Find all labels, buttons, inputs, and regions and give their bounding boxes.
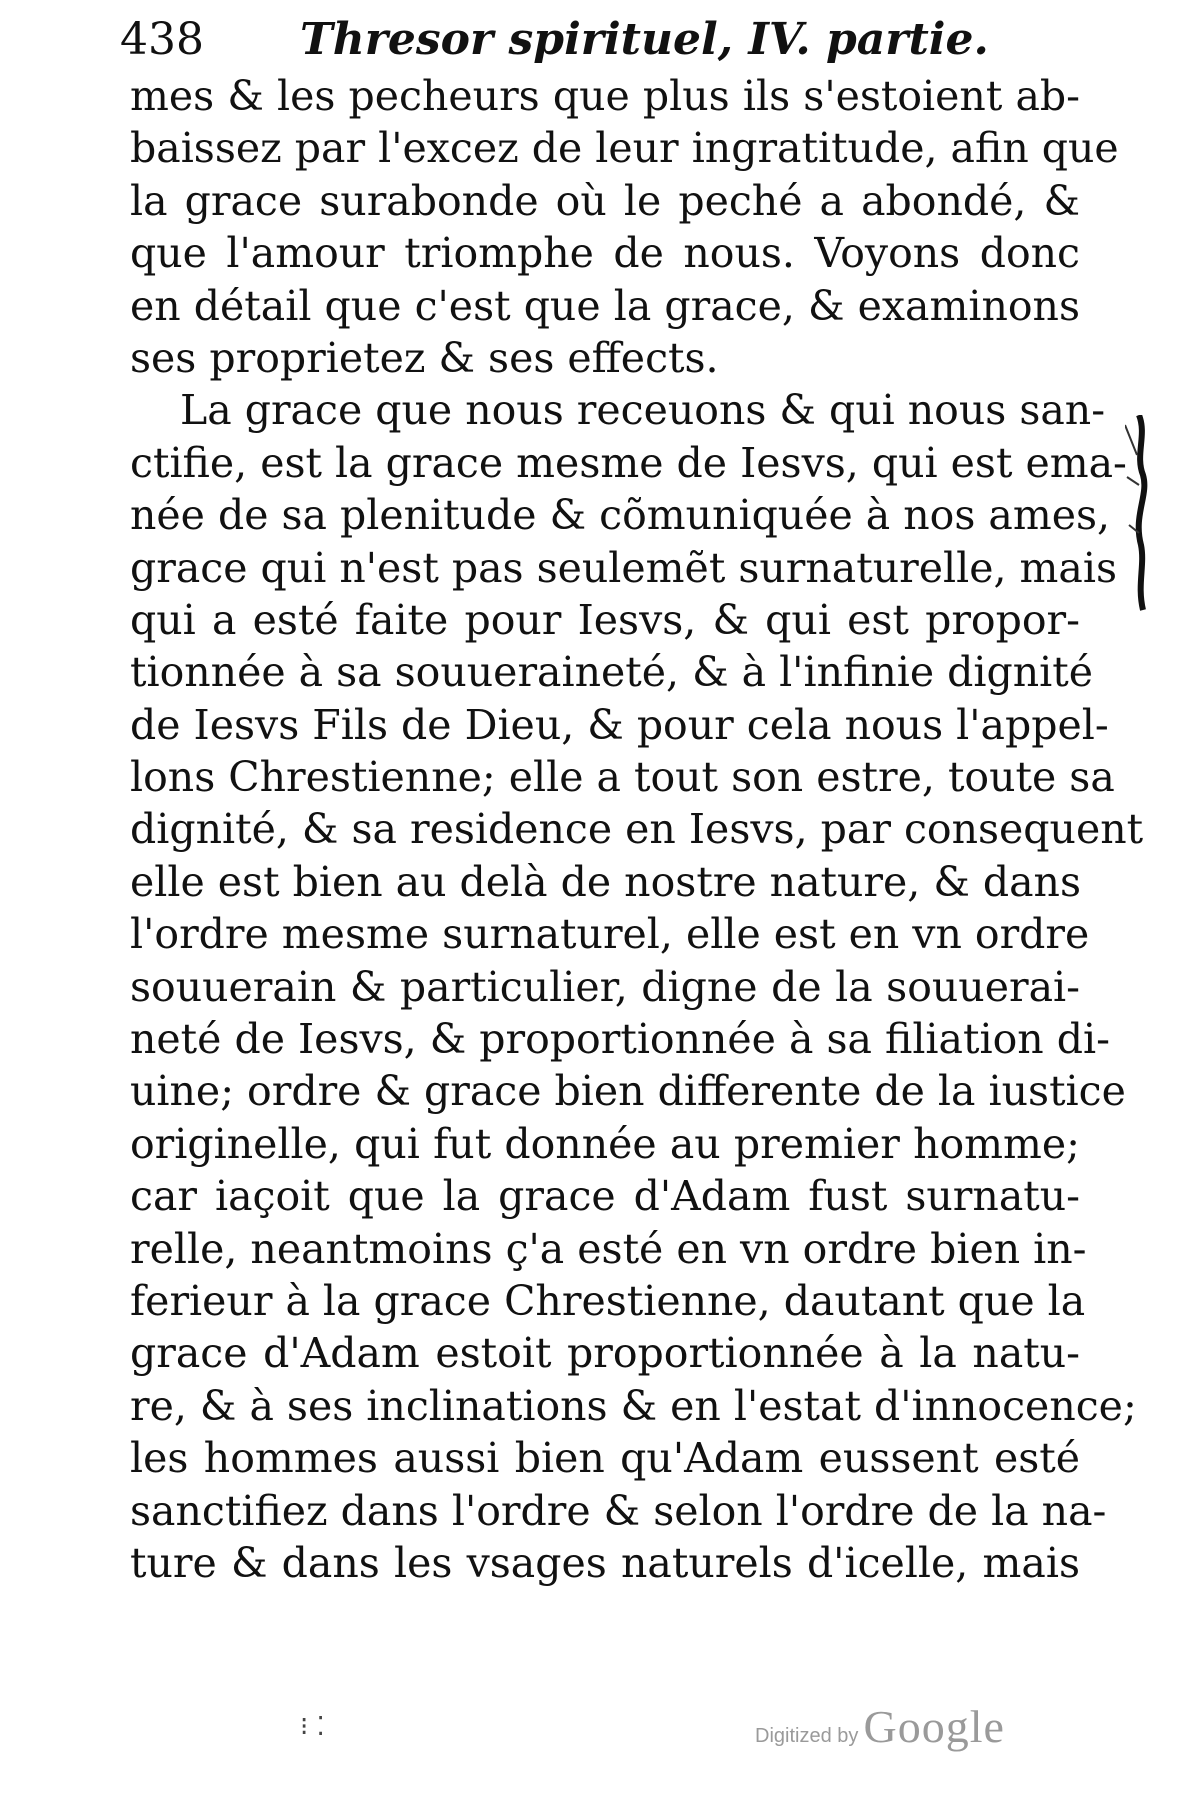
text-line: mes & les pecheurs que plus ils s'estoient ab- xyxy=(130,72,1080,120)
text-line: neté de Iesvs, & proportionnée à sa filiation di- xyxy=(130,1015,1110,1064)
text-line: en détail que c'est que la grace, & examinons xyxy=(130,281,1080,330)
footer-marks: ⁝ ⁚ xyxy=(300,1712,325,1742)
text-line: les hommes aussi bien qu'Adam eussent esté xyxy=(130,1434,1080,1483)
watermark-logo: Google xyxy=(863,1701,1005,1752)
text-line: que l'amour triomphe de nous. Voyons donc xyxy=(130,229,1080,278)
text-line: souuerain & particulier, digne de la souuerai- xyxy=(130,962,1080,1011)
text-line: lons Chrestienne; elle a tout son estre, toute sa xyxy=(130,753,1115,802)
text-line: grace d'Adam estoit proportionnée à la natu- xyxy=(130,1329,1080,1378)
text-line: car iaçoit que la grace d'Adam fust surnatu- xyxy=(130,1172,1080,1221)
running-head xyxy=(120,10,1080,70)
text-line: ctifie, est la grace mesme de Iesvs, qui est ema- xyxy=(130,438,1127,487)
text-line: tionnée à sa souueraineté, & à l'infinie dignité xyxy=(130,648,1093,697)
text-line: sanctifiez dans l'ordre & selon l'ordre de la na- xyxy=(130,1486,1107,1535)
text-line: l'ordre mesme surnaturel, elle est en vn ordre xyxy=(130,910,1090,959)
text-line: de Iesvs Fils de Dieu, & pour cela nous l'appel- xyxy=(130,700,1109,749)
paragraph-start-line: La grace que nous receuons & qui nous san- xyxy=(180,386,1106,435)
text-line: grace qui n'est pas seulemẽt surnaturelle, mais xyxy=(130,543,1118,592)
text-line: née de sa plenitude & cõmuniquée à nos ames, xyxy=(130,491,1111,540)
watermark-prefix: Digitized by xyxy=(755,1725,859,1747)
text-line: relle, neantmoins ç'a esté en vn ordre bien in- xyxy=(130,1224,1087,1273)
body-text xyxy=(130,70,1144,1589)
text-line: ture & dans les vsages naturels d'icelle, mais xyxy=(130,1538,1080,1587)
text-line: elle est bien au delà de nostre nature, & dans xyxy=(130,857,1082,906)
digitized-watermark xyxy=(755,1700,1005,1753)
text-line: baissez par l'excez de leur ingratitude, afin que xyxy=(130,124,1119,173)
text-line: dignité, & sa residence en Iesvs, par consequent xyxy=(130,805,1144,854)
text-line: originelle, qui fut donnée au premier homme; xyxy=(130,1119,1080,1168)
text-line: re, & à ses inclinations & en l'estat d'innocence; xyxy=(130,1381,1137,1430)
running-title: Thresor spirituel, IV. partie. xyxy=(300,14,989,65)
text-line: la grace surabonde où le peché a abondé, & xyxy=(130,176,1080,225)
text-line: ferieur à la grace Chrestienne, dautant que la xyxy=(130,1276,1086,1325)
text-line: uine; ordre & grace bien differente de la iustice xyxy=(130,1067,1126,1116)
page-number: 438 xyxy=(120,14,204,65)
margin-ink-mark-icon xyxy=(1125,415,1155,615)
text-line: qui a esté faite pour Iesvs, & qui est propor- xyxy=(130,595,1080,644)
text-line: ses proprietez & ses effects. xyxy=(130,333,719,382)
